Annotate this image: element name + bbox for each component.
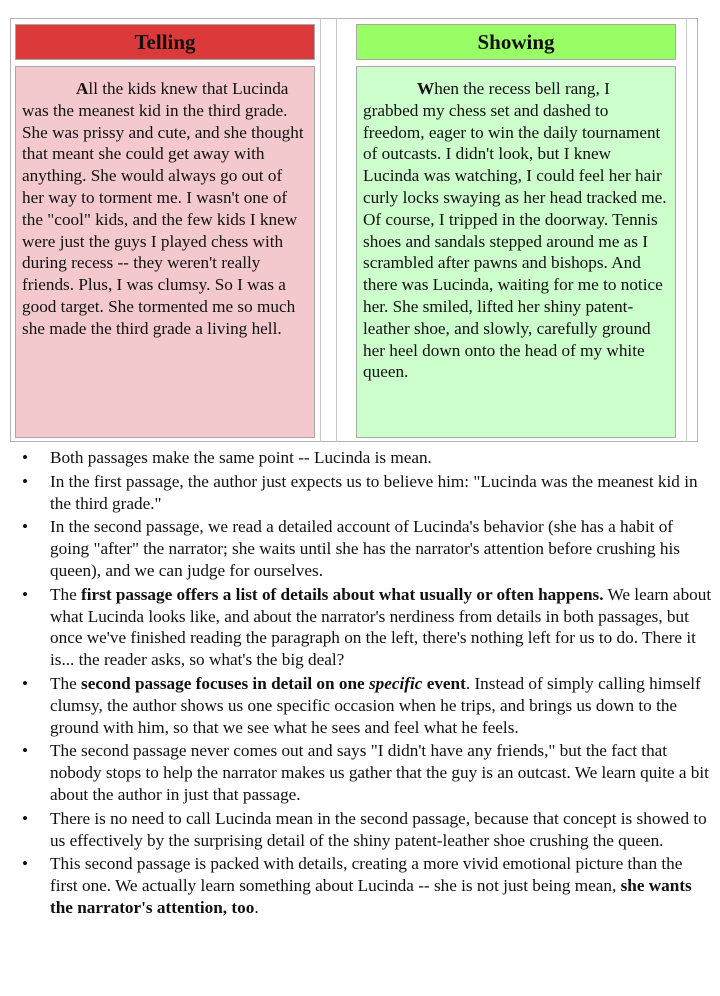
bullet-icon: • [22,854,29,874]
analysis-bullet-list [22,447,712,921]
bullet-icon: • [22,471,29,491]
list-item [22,853,712,918]
showing-drop-letter: W [417,79,435,98]
list-item [22,584,712,671]
list-item-lead: The [50,584,82,604]
list-item-emphasis: first passage offers a list of details about what usually or often happens. [81,584,604,604]
table-divider-left [320,18,321,442]
bullet-icon: • [22,673,29,693]
showing-passage-text: hen the recess bell rang, I grabbed my chess set and dashed to freedom, eager to win the daily tournament of outcasts. I didn't look, but I knew Lucinda was watching, I could feel her hair curly locks swaying as her head tracked me. Of course, I tripped in the doorway. Tennis shoes and sandals stepped around me as I scrambled after pawns and bishops. And there was Lucinda, waiting for me to notice her. She smiled, lifted her shiny patent-leather shoe, and slowly, carefully ground her heel down onto the head of my white queen. [363,79,667,382]
list-item-text: We learn about what Lucinda looks like, and about the narrator's nerdiness from details in both passages, but once we've finished reading the paragraph on the left, there's nothing left for us to do. There it is... the reader asks, so what's the big deal? [50,584,712,670]
list-item [22,673,712,738]
telling-passage-text: ll the kids knew that Lucinda was the meanest kid in the third grade. She was prissy and cute, and she thought that meant she could get away with anything. She would always go out of her way to torment me. I wasn't one of the "cool" kids, and the few kids I knew were just the guys I played chess with during recess -- they weren't really friends. Plus, I was clumsy. So I was a good target. She tormented me so much she made the third grade a living hell. [22,79,304,338]
bullet-icon: • [22,741,29,761]
list-item-text: Both passages make the same point -- Lucinda is mean. [50,448,432,467]
telling-heading: Telling [15,24,315,60]
list-item-emphasis: she wants the narrator's attention, too [50,876,692,917]
bullet-icon: • [22,808,29,828]
list-item [22,447,712,469]
list-item-text: There is no need to call Lucinda mean in the second passage, because that concept is showed to us effectively by the surprising detail of the shiny patent-leather shoe crushing the queen. [50,808,707,850]
showing-heading: Showing [356,24,676,60]
list-item-text: In the first passage, the author just expects us to believe him: "Lucinda was the meanest kid in the third grade." [50,471,698,513]
bullet-icon: • [22,517,29,537]
bullet-icon: • [22,448,29,467]
list-item [22,740,712,805]
table-divider-mid [336,18,337,442]
showing-passage [356,66,676,438]
table-divider-right [686,18,687,442]
list-item [22,808,712,852]
list-item-text: In the second passage, we read a detailed account of Lucinda's behavior (she has a habit of going "after" the narrator; she waits until she has the narrator's attention before crushing his queen), and we can judge for ourselves. [50,517,680,580]
list-item-text: . [254,897,259,917]
list-item-lead: The [50,673,82,693]
list-item-emphasis-italic: specific [368,673,423,693]
bullet-icon: • [22,584,29,604]
list-item-emphasis: second passage focuses in detail on one [81,673,369,693]
list-item-lead: This second passage is packed with details, creating a more vivid emotional picture than the first one. We actually learn something about Lucinda -- she is not just being mean, [50,854,683,896]
list-item [22,471,712,515]
list-item [22,516,712,581]
telling-drop-letter: A [76,79,89,98]
list-item-emphasis-end: event [422,673,466,693]
telling-passage [15,66,315,438]
list-item-text: . Instead of simply calling himself clumsy, the author shows us one specific occasion when he trips, and brings us down to the ground with him, so that we see what he sees and feel what he feels. [50,673,701,737]
list-item-text: The second passage never comes out and says "I didn't have any friends," but the fact that nobody stops to help the narrator makes us gather that the guy is an outcast. We learn quite a bit about the author in just that passage. [50,741,709,804]
